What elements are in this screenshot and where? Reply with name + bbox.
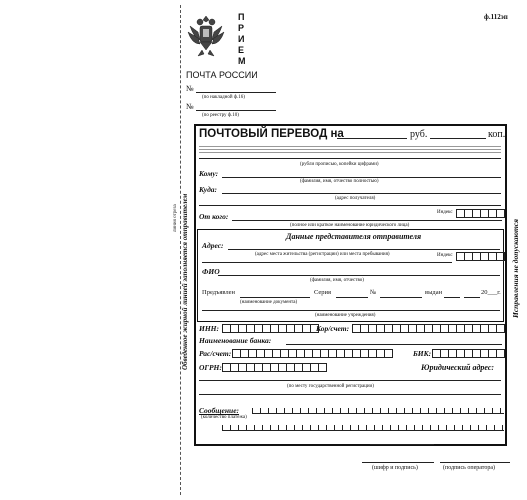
- from-index-cells[interactable]: [456, 209, 505, 218]
- legal-address-label: Юридический адрес:: [421, 363, 495, 372]
- form-title: ПОЧТОВЫЙ ПЕРЕВОД на: [199, 128, 344, 140]
- russian-eagle-emblem-icon: [186, 12, 226, 58]
- kor-cells[interactable]: [352, 324, 505, 333]
- message-cells-row-1[interactable]: [252, 404, 504, 414]
- sender-fill-note: Обведенное жирной линией заполняется отправителем: [181, 193, 189, 370]
- title-vertical: П Р И Е М: [238, 12, 246, 66]
- to-hint: (фамилия, имя, отчество полностью): [300, 179, 379, 184]
- amount-words-line-3[interactable]: [199, 152, 501, 153]
- legal-address-line-2[interactable]: [199, 394, 501, 395]
- amount-words-line-4[interactable]: [199, 158, 501, 159]
- rub-label: руб.: [410, 129, 428, 140]
- registry-number-symbol: №: [186, 102, 194, 111]
- bank-label: Наименование банка:: [199, 336, 272, 345]
- fio-label: ФИО: [202, 267, 220, 276]
- where-line-1[interactable]: [222, 193, 501, 194]
- address-line[interactable]: [228, 249, 500, 250]
- presented-doc-line[interactable]: [240, 297, 310, 298]
- message-label: Сообщение:: [199, 406, 240, 415]
- invoice-number-symbol: №: [186, 84, 194, 93]
- address-label: Адрес:: [202, 241, 224, 250]
- code-sign-hint: (шифр и подпись): [372, 465, 418, 471]
- registration-hint: (по месту государственной регистрации): [287, 384, 374, 389]
- ogrn-label: ОГРН:: [199, 363, 222, 372]
- to-line[interactable]: [222, 177, 501, 178]
- operator-sign-line[interactable]: [440, 462, 510, 463]
- doc-name-hint: (наименование документа): [240, 300, 298, 305]
- institution-hint: (наименование учреждения): [315, 313, 376, 318]
- post-name: ПОЧТА РОССИИ: [186, 70, 258, 80]
- to-label: Кому:: [199, 169, 219, 178]
- registry-number-line[interactable]: [196, 110, 276, 111]
- bik-cells[interactable]: [432, 349, 505, 358]
- invoice-hint: (по накладной ф.16): [202, 95, 245, 100]
- code-sign-line[interactable]: [362, 462, 434, 463]
- legal-address-line-1[interactable]: [199, 380, 501, 381]
- operator-sign-hint: (подпись оператора): [443, 465, 495, 471]
- message-hint: (количество платежа): [201, 415, 247, 420]
- address-index-label: Индекс: [437, 253, 453, 258]
- issued-day-line[interactable]: [444, 297, 460, 298]
- bik-label: БИК:: [413, 349, 432, 358]
- amount-rubles-line[interactable]: [337, 138, 407, 139]
- amount-kopecks-line[interactable]: [430, 138, 486, 139]
- address-line-2[interactable]: [202, 262, 452, 263]
- where-label: Куда:: [199, 185, 218, 194]
- invoice-number-line[interactable]: [196, 92, 276, 93]
- account-cells[interactable]: [232, 349, 393, 358]
- bank-line[interactable]: [286, 344, 502, 345]
- fio-line[interactable]: [218, 275, 500, 276]
- fio-hint: (фамилия, имя, отчество): [310, 278, 364, 283]
- from-hint: (полное или краткое наименование юридического лица): [290, 223, 410, 228]
- registry-hint: (по реестру ф.10): [202, 113, 239, 118]
- series-line[interactable]: [336, 297, 368, 298]
- code-sign-line-top[interactable]: [370, 444, 434, 445]
- year-suffix: 20___г.: [481, 289, 501, 296]
- number-label: №: [370, 289, 377, 296]
- ogrn-cells[interactable]: [222, 363, 327, 372]
- inn-cells[interactable]: [222, 324, 319, 333]
- where-line-2[interactable]: [199, 205, 501, 206]
- institution-line[interactable]: [202, 310, 500, 311]
- address-index-cells[interactable]: [456, 252, 505, 261]
- message-cells-row-2[interactable]: [222, 421, 504, 431]
- from-label: От кого:: [199, 212, 229, 221]
- form-code: ф.112эп: [484, 13, 508, 21]
- amount-hint: (рубли прописью, копейки цифрами): [300, 162, 379, 167]
- amount-words-line-2[interactable]: [199, 149, 501, 150]
- kop-label: коп.: [488, 129, 506, 140]
- from-index-label: Индекс: [437, 210, 453, 215]
- address-hint: (адрес места жительства (регистрации) или места пребывания): [255, 252, 390, 257]
- inn-label: ИНН:: [199, 324, 219, 333]
- where-hint: (адрес получателя): [335, 196, 376, 201]
- presented-label: Предъявлен: [202, 289, 235, 296]
- line-cut-label: линия отреза: [173, 204, 178, 232]
- issued-label: выдан: [425, 289, 443, 296]
- account-label: Рас/счет:: [199, 349, 232, 358]
- series-label: Серия: [314, 289, 332, 296]
- from-line[interactable]: [232, 220, 502, 221]
- sender-section-title: Данные представителя отправителя: [286, 232, 422, 241]
- amount-words-line-1[interactable]: [199, 146, 501, 147]
- corrections-note: Исправления не допускаются: [511, 219, 520, 318]
- doc-number-line[interactable]: [380, 297, 422, 298]
- issued-month-line[interactable]: [464, 297, 480, 298]
- kor-label: Кор/счет:: [316, 324, 350, 333]
